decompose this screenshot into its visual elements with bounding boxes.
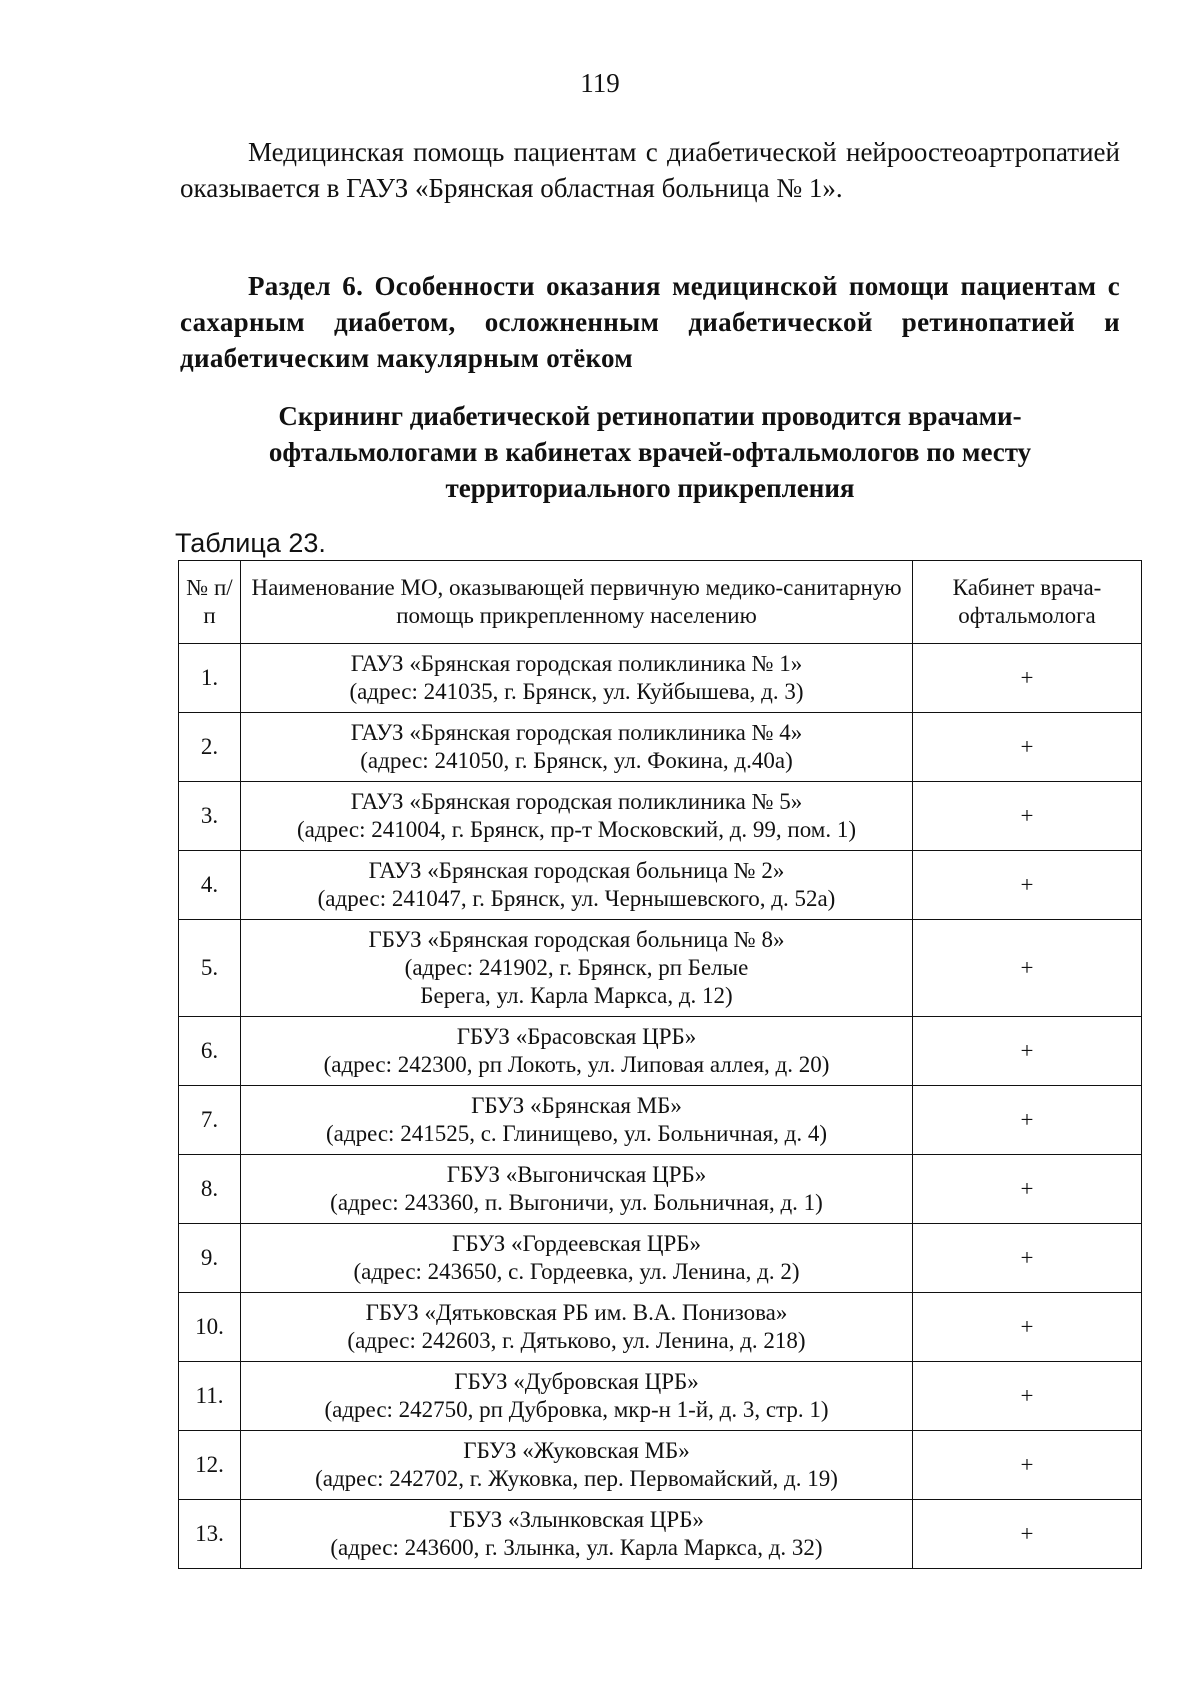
intro-paragraph: Медицинская помощь пациентам с диабетической нейроостеоартропатией оказывается в ГАУЗ «Брянская областная больница № 1». bbox=[180, 137, 1120, 203]
mo-address: (адрес: 242750, рп Дубровка, мкр-н 1-й, д. 3, стр. 1) bbox=[324, 1397, 829, 1422]
table-row bbox=[179, 920, 1142, 1017]
row-cabinet: + bbox=[913, 782, 1142, 851]
table-row bbox=[179, 851, 1142, 920]
table-row bbox=[179, 1500, 1142, 1569]
mo-name: ГБУЗ «Злынковская ЦРБ» bbox=[449, 1507, 704, 1532]
mo-name: ГБУЗ «Жуковская МБ» bbox=[463, 1438, 690, 1463]
mo-name: ГБУЗ «Дубровская ЦРБ» bbox=[454, 1369, 699, 1394]
mo-name: ГАУЗ «Брянская городская поликлиника № 4» bbox=[350, 720, 803, 745]
row-cabinet: + bbox=[913, 851, 1142, 920]
row-mo bbox=[241, 851, 913, 920]
table-row bbox=[179, 1224, 1142, 1293]
row-mo bbox=[241, 920, 913, 1017]
row-mo bbox=[241, 1293, 913, 1362]
row-num: 11. bbox=[179, 1362, 241, 1431]
mo-name: ГАУЗ «Брянская городская поликлиника № 1» bbox=[350, 651, 803, 676]
header-name: Наименование МО, оказывающей первичную медико-санитарную помощь прикрепленному населению bbox=[241, 561, 913, 644]
table-row bbox=[179, 1362, 1142, 1431]
mo-table bbox=[178, 560, 1142, 1569]
row-num: 7. bbox=[179, 1086, 241, 1155]
row-mo bbox=[241, 1155, 913, 1224]
row-mo bbox=[241, 1431, 913, 1500]
row-mo bbox=[241, 1224, 913, 1293]
screening-title: Скрининг диабетической ретинопатии проводится врачами-офтальмологами в кабинетах врачей-офтальмологов по месту территориального прикрепления bbox=[268, 401, 1032, 503]
mo-name: ГБУЗ «Брасовская ЦРБ» bbox=[456, 1024, 697, 1049]
row-cabinet: + bbox=[913, 1431, 1142, 1500]
row-mo bbox=[241, 1086, 913, 1155]
page-number: 119 bbox=[580, 68, 620, 98]
mo-address: (адрес: 241050, г. Брянск, ул. Фокина, д.40а) bbox=[360, 748, 793, 773]
row-mo bbox=[241, 1500, 913, 1569]
row-mo bbox=[241, 782, 913, 851]
row-cabinet: + bbox=[913, 644, 1142, 713]
table-row bbox=[179, 644, 1142, 713]
header-cabinet: Кабинет врача-офтальмолога bbox=[913, 561, 1142, 644]
row-num: 2. bbox=[179, 713, 241, 782]
row-num: 13. bbox=[179, 1500, 241, 1569]
mo-address: (адрес: 243360, п. Выгоничи, ул. Больничная, д. 1) bbox=[330, 1190, 823, 1215]
row-num: 3. bbox=[179, 782, 241, 851]
row-cabinet: + bbox=[913, 1293, 1142, 1362]
row-num: 8. bbox=[179, 1155, 241, 1224]
table-row bbox=[179, 782, 1142, 851]
row-num: 9. bbox=[179, 1224, 241, 1293]
row-num: 4. bbox=[179, 851, 241, 920]
mo-address: (адрес: 242300, рп Локоть, ул. Липовая аллея, д. 20) bbox=[323, 1052, 830, 1077]
mo-name: ГБУЗ «Гордеевская ЦРБ» bbox=[452, 1231, 701, 1256]
table-row bbox=[179, 1155, 1142, 1224]
mo-address: (адрес: 242702, г. Жуковка, пер. Первомайский, д. 19) bbox=[315, 1466, 838, 1491]
row-mo bbox=[241, 713, 913, 782]
table-header-row bbox=[179, 561, 1142, 644]
row-cabinet: + bbox=[913, 920, 1142, 1017]
row-num: 12. bbox=[179, 1431, 241, 1500]
row-cabinet: + bbox=[913, 1017, 1142, 1086]
table-caption: Таблица 23. bbox=[175, 528, 326, 558]
mo-address: (адрес: 242603, г. Дятьково, ул. Ленина, д. 218) bbox=[347, 1328, 806, 1353]
table-row bbox=[179, 1431, 1142, 1500]
section-title: Раздел 6. Особенности оказания медицинской помощи пациентам с сахарным диабетом, осложненным диабетической ретинопатией и диабетическим макулярным отёком bbox=[180, 271, 1120, 373]
table-row bbox=[179, 1293, 1142, 1362]
mo-name: ГБУЗ «Выгоничская ЦРБ» bbox=[446, 1162, 707, 1187]
table-row bbox=[179, 1017, 1142, 1086]
mo-address: (адрес: 241035, г. Брянск, ул. Куйбышева, д. 3) bbox=[349, 679, 804, 704]
mo-address: (адрес: 241902, г. Брянск, рп Белые Берега, ул. Карла Маркса, д. 12) bbox=[404, 955, 749, 1008]
row-cabinet: + bbox=[913, 1224, 1142, 1293]
mo-name: ГБУЗ «Брянская городская больница № 8» bbox=[368, 927, 785, 952]
table-row bbox=[179, 713, 1142, 782]
mo-name: ГАУЗ «Брянская городская поликлиника № 5» bbox=[350, 789, 803, 814]
mo-name: ГАУЗ «Брянская городская больница № 2» bbox=[368, 858, 785, 883]
row-cabinet: + bbox=[913, 1086, 1142, 1155]
row-mo bbox=[241, 644, 913, 713]
row-mo bbox=[241, 1362, 913, 1431]
table-row bbox=[179, 1086, 1142, 1155]
mo-address: (адрес: 241004, г. Брянск, пр-т Московский, д. 99, пом. 1) bbox=[297, 817, 856, 842]
header-num: № п/п bbox=[179, 561, 241, 644]
mo-address: (адрес: 241047, г. Брянск, ул. Чернышевского, д. 52а) bbox=[317, 886, 836, 911]
row-num: 10. bbox=[179, 1293, 241, 1362]
mo-address: (адрес: 243600, г. Злынка, ул. Карла Маркса, д. 32) bbox=[330, 1535, 823, 1560]
row-cabinet: + bbox=[913, 1362, 1142, 1431]
row-num: 5. bbox=[179, 920, 241, 1017]
mo-name: ГБУЗ «Дятьковская РБ им. В.А. Понизова» bbox=[365, 1300, 788, 1325]
row-num: 6. bbox=[179, 1017, 241, 1086]
row-cabinet: + bbox=[913, 1500, 1142, 1569]
row-num: 1. bbox=[179, 644, 241, 713]
mo-address: (адрес: 243650, с. Гордеевка, ул. Ленина, д. 2) bbox=[353, 1259, 800, 1284]
mo-address: (адрес: 241525, с. Глинищево, ул. Больничная, д. 4) bbox=[326, 1121, 827, 1146]
row-mo bbox=[241, 1017, 913, 1086]
mo-name: ГБУЗ «Брянская МБ» bbox=[471, 1093, 682, 1118]
row-cabinet: + bbox=[913, 1155, 1142, 1224]
row-cabinet: + bbox=[913, 713, 1142, 782]
